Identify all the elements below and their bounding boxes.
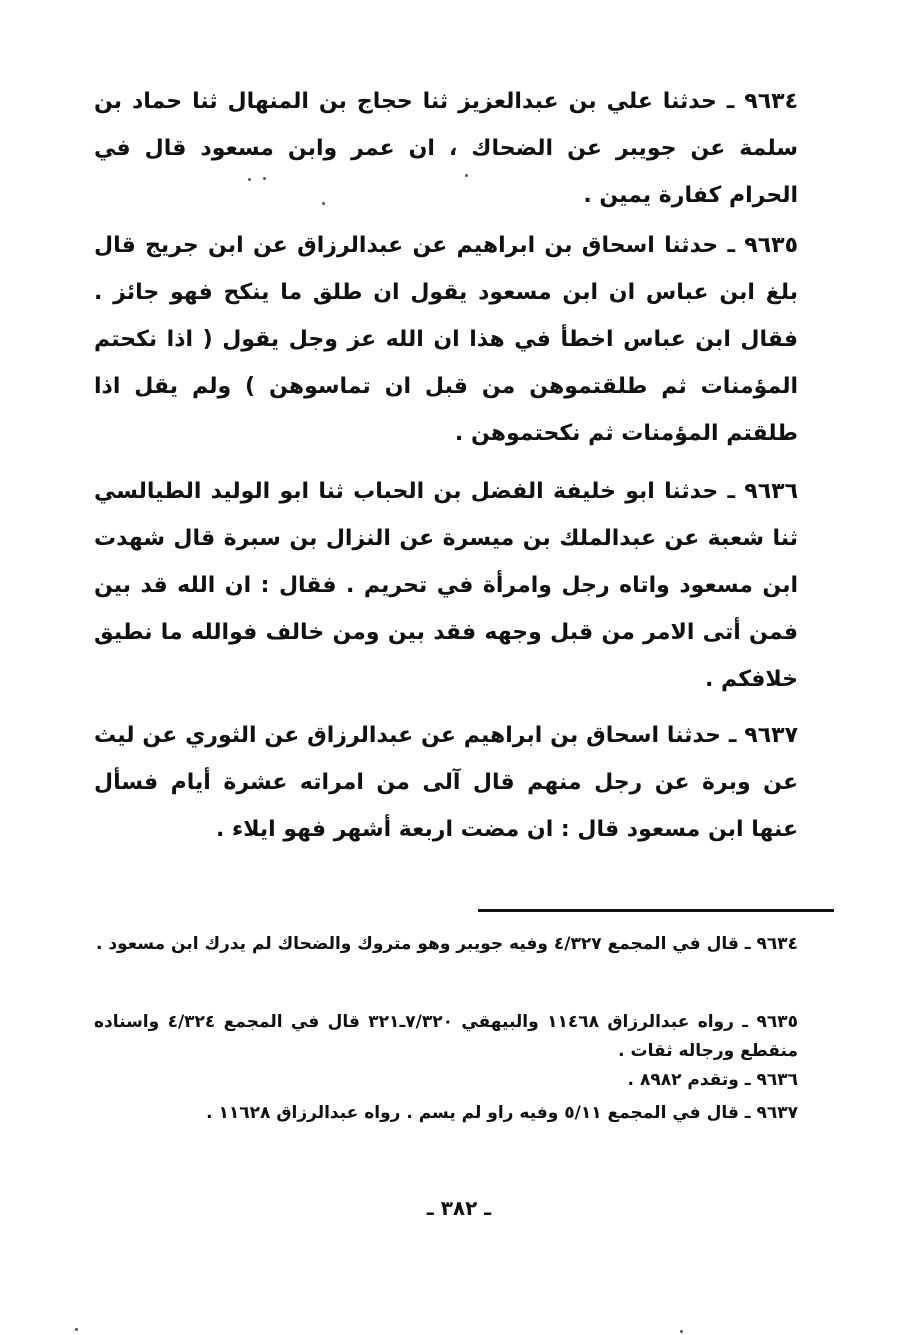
scan-speck — [248, 178, 251, 181]
hadith-9634: ٩٦٣٤ ـ حدثنا علي بن عبدالعزيز ثنا حجاج بن المنهال ثنا حماد بن سلمة عن جويبر عن الضحاك ، ان عمر وابن مسعود قال في الحرام كفارة يمين . — [94, 89, 798, 208]
hadith-9635: ٩٦٣٥ ـ حدثنا اسحاق بن ابراهيم عن عبدالرزاق عن ابن جريج قال بلغ ابن عباس ان ابن مسعود يقول ان طلق ما ينكح فهو جائز . فقال ابن عباس اخطأ في هذا ان الله عز وجل يقول ( اذا نكحتم المؤمنات ثم طلقتموهن من قبل ان تماسوهن ) ولم يقل اذا طلقتم المؤمنات ثم نكحتموهن . — [94, 233, 798, 446]
scan-speck — [322, 202, 325, 205]
footnote-9636: ٩٦٣٦ ـ وتقدم ٨٩٨٢ . — [627, 1070, 798, 1090]
scan-speck — [263, 177, 266, 180]
hadith-9636: ٩٦٣٦ ـ حدثنا ابو خليفة الفضل بن الحباب ثنا ابو الوليد الطيالسي ثنا شعبة عن عبدالملك بن ميسرة عن النزال بن سبرة قال شهدت ابن مسعود واتاه رجل وامرأة في تحريم . فقال : ان الله قد بين فمن أتى الامر من قبل وجهه فقد بين ومن خالف فوالله ما نطيق خلافكم . — [94, 479, 798, 692]
footnote-separator — [478, 909, 834, 912]
page-number: ـ ٣٨٢ ـ — [426, 1196, 492, 1220]
footnote-9635: ٩٦٣٥ ـ رواه عبدالرزاق ١١٤٦٨ والبيهقي ٧/٣٢٠ـ٣٢١ قال في المجمع ٤/٣٢٤ واسناده منقطع ورجاله ثقات . — [94, 1012, 798, 1061]
scan-speck — [465, 174, 468, 177]
footnote-9634: ٩٦٣٤ ـ قال في المجمع ٤/٣٢٧ وفيه جويبر وهو متروك والضحاك لم يدرك ابن مسعود . — [95, 934, 798, 954]
footnote-9637: ٩٦٣٧ ـ قال في المجمع ٥/١١ وفيه راو لم يسم . رواه عبدالرزاق ١١٦٢٨ . — [206, 1103, 798, 1123]
scan-speck — [680, 1330, 683, 1333]
scan-speck — [75, 1328, 78, 1331]
hadith-9637: ٩٦٣٧ ـ حدثنا اسحاق بن ابراهيم عن عبدالرزاق عن الثوري عن ليث عن وبرة عن رجل منهم قال آلى من امراته عشرة أيام فسأل عنها ابن مسعود قال : ان مضت اربعة أشهر فهو ايلاء . — [94, 723, 798, 842]
